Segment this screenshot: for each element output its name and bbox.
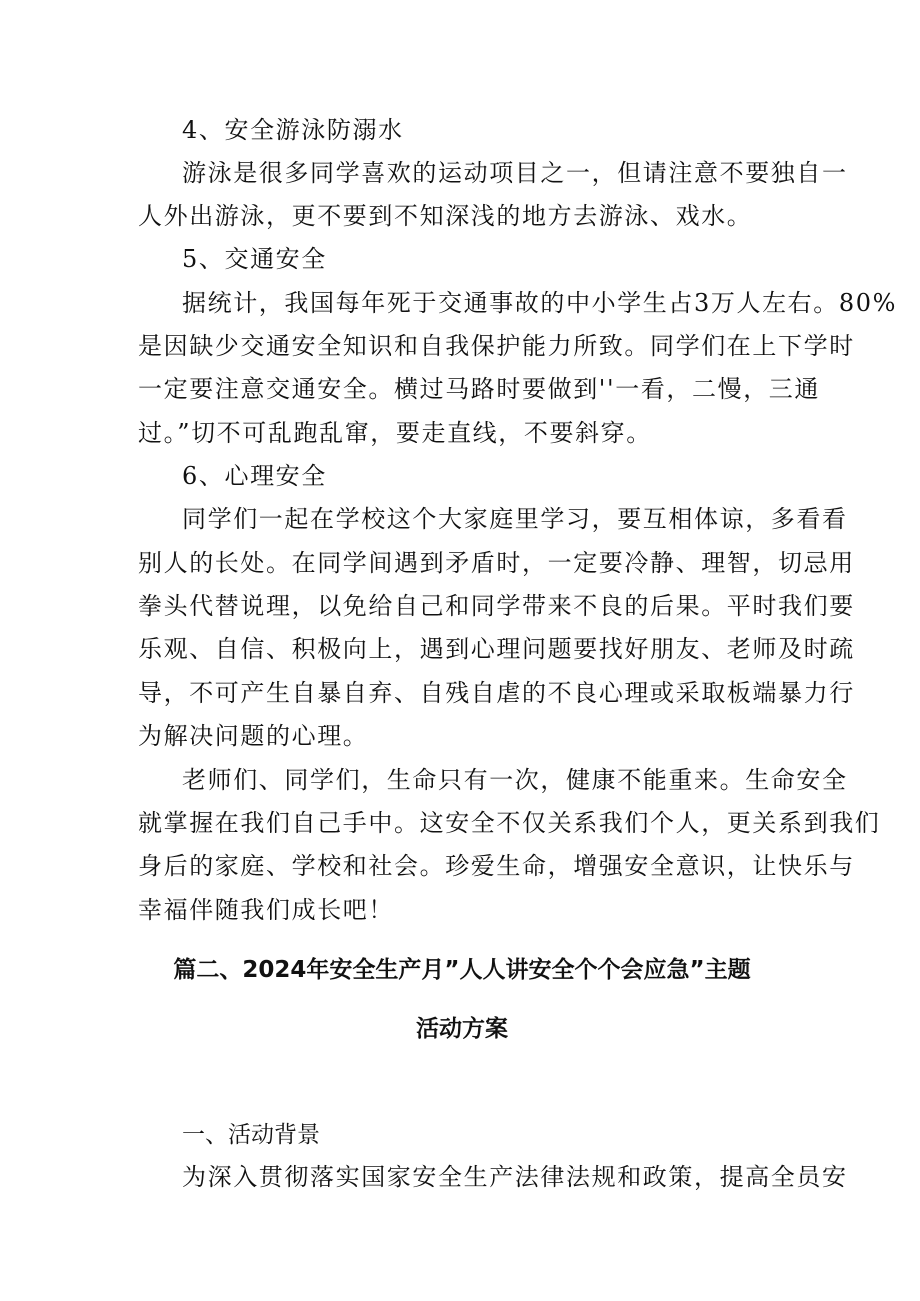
- section-6-line-2: 别人的长处。在同学间遇到矛盾时，一定要冷静、理智，切忌用: [138, 549, 855, 577]
- part2-title-line-2: 活动方案: [416, 1016, 508, 1042]
- section-5-line-3: 一定要注意交通安全。横过马路时要做到''一看，二慢，三通: [138, 375, 820, 403]
- section-5-heading: 5、交通安全: [182, 245, 327, 273]
- section-4-line-2: 人外出游泳，更不要到不知深浅的地方去游泳、戏水。: [138, 202, 753, 230]
- section-6-line-4: 乐观、自信、积极向上，遇到心理问题要找好朋友、老师及时疏: [138, 635, 855, 663]
- section-5-line-4: 过。”切不可乱跑乱窜，要走直线，不要斜穿。: [138, 419, 652, 447]
- part2-section-1-heading: 一、活动背景: [182, 1122, 320, 1148]
- part2-title-line-1: 篇二、2024年安全生产月”人人讲安全个个会应急”主题: [173, 957, 751, 983]
- section-6-line-5: 导，不可产生自暴自弃、自残自虐的不良心理或采取板端暴力行: [138, 679, 855, 707]
- closing-line-2: 就掌握在我们自己手中。这安全不仅关系我们个人，更关系到我们: [138, 809, 881, 837]
- section-6-line-1: 同学们一起在学校这个大家庭里学习，要互相体谅，多看看: [182, 505, 848, 533]
- section-5-line-2: 是因缺少交通安全知识和自我保护能力所致。同学们在上下学时: [138, 332, 855, 360]
- section-5-line-1: 据统计，我国每年死于交通事故的中小学生占3万人左右。80%: [182, 289, 898, 317]
- section-4-line-1: 游泳是很多同学喜欢的运动项目之一，但请注意不要独自一: [182, 159, 848, 187]
- closing-line-1: 老师们、同学们，生命只有一次，健康不能重来。生命安全: [182, 766, 848, 794]
- closing-line-4: 幸福伴随我们成长吧！: [138, 896, 394, 924]
- section-6-line-3: 拳头代替说理，以免给自己和同学带来不良的后果。平时我们要: [138, 592, 855, 620]
- closing-line-3: 身后的家庭、学校和社会。珍爱生命，增强安全意识，让快乐与: [138, 852, 855, 880]
- section-6-line-6: 为解决问题的心理。: [138, 722, 369, 750]
- part2-section-1-line-1: 为深入贯彻落实国家安全生产法律法规和政策，提高全员安: [182, 1163, 848, 1191]
- section-4-heading: 4、安全游泳防溺水: [182, 116, 404, 144]
- section-6-heading: 6、心理安全: [182, 462, 327, 490]
